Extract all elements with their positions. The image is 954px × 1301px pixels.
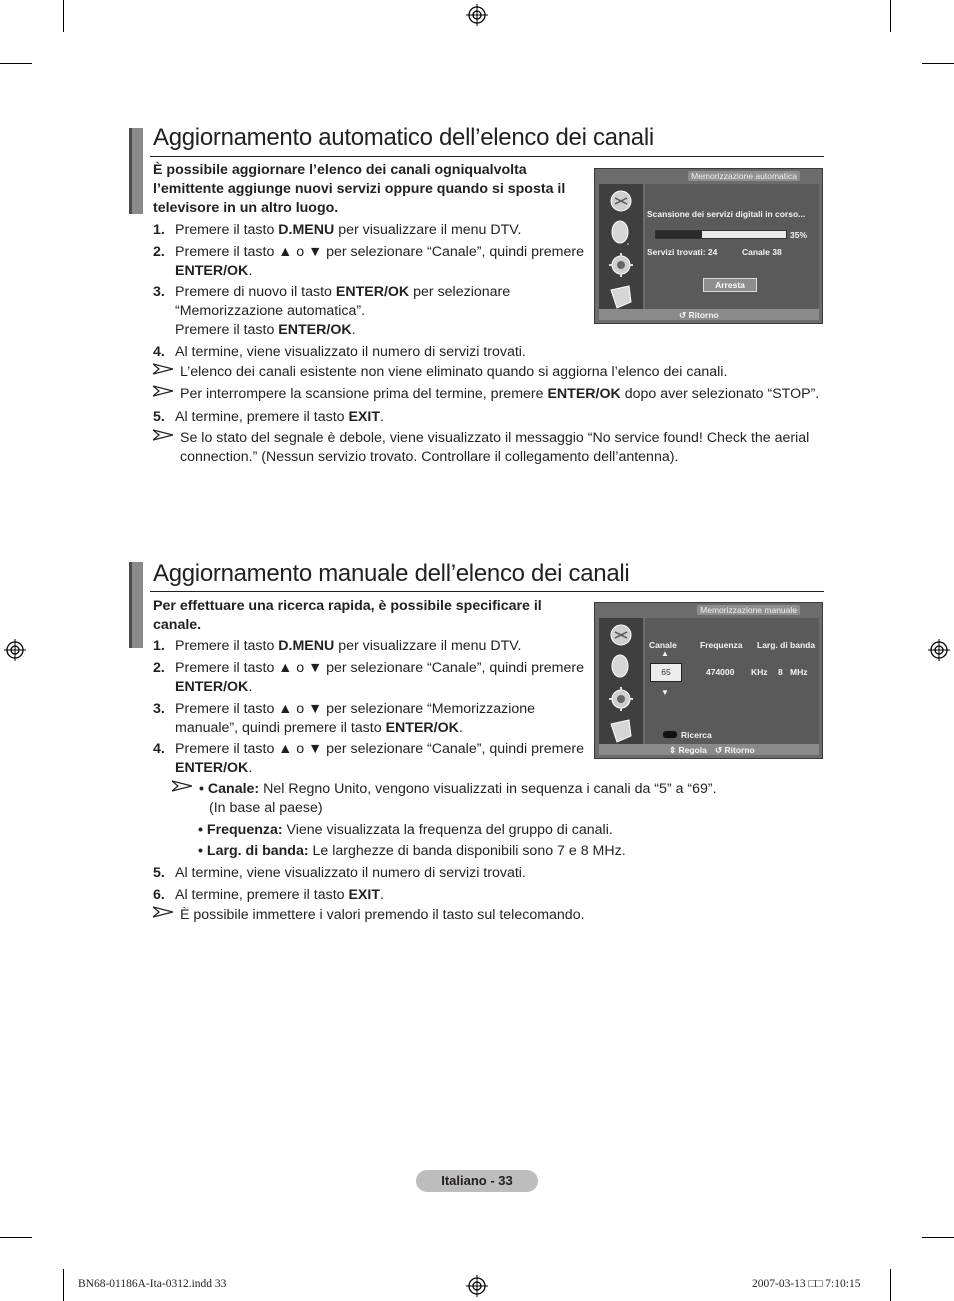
sound-menu-icon xyxy=(605,218,637,248)
setup-menu-icon xyxy=(605,282,637,312)
osd-footer xyxy=(599,309,819,320)
bullet-bandwidth: • Larg. di banda: Le larghezze di banda disponibili sono 7 e 8 MHz. xyxy=(198,843,626,859)
note-arrow-icon xyxy=(153,363,173,375)
registration-mark-icon xyxy=(928,639,950,661)
registration-mark-icon xyxy=(466,4,488,26)
channel-input[interactable]: 65 xyxy=(650,663,682,682)
osd-content: Canale Frequenza Larg. di banda ▲ 65 474000 KHz 8 MHz ▼ Ricerca xyxy=(645,618,819,748)
registration-mark-icon xyxy=(466,1275,488,1297)
section-intro: Per effettuare una ricerca rapida, è possibile specificare il canale. xyxy=(153,598,542,633)
sound-menu-icon xyxy=(605,652,637,682)
search-button[interactable]: Ricerca xyxy=(681,730,712,740)
date-slug: 2007-03-13 □□ 7:10:15 xyxy=(752,1278,861,1290)
section-intro: È possibile aggiornare l’elenco dei canali ogniqualvolta l’emittente aggiunge nuovi servizi oppure quando si sposta il televisore in un altro luogo. xyxy=(153,162,566,216)
title-rule xyxy=(150,156,824,157)
osd-manual-store xyxy=(594,602,823,759)
section-marker-bar xyxy=(129,562,143,648)
channel-menu-icon xyxy=(605,684,637,714)
note-arrow-icon xyxy=(153,385,173,397)
osd-content: Scansione dei servizi digitali in corso... 35% Servizi trovati: 24 Canale 38 Arresta xyxy=(645,184,819,313)
picture-menu-icon xyxy=(605,620,637,650)
note-arrow-icon xyxy=(153,906,173,918)
adjust-hint: ⇕ Regola xyxy=(669,745,707,755)
crop-mark xyxy=(0,1237,32,1238)
crop-mark xyxy=(63,0,64,32)
note-arrow-icon xyxy=(153,429,173,441)
up-arrow-icon[interactable]: ▲ xyxy=(661,649,669,658)
bullet-frequency: • Frequenza: Viene visualizzata la frequenza del gruppo di canali. xyxy=(198,822,613,838)
osd-sidebar xyxy=(599,184,643,313)
crop-mark xyxy=(922,1237,954,1238)
return-hint: ↺ Ritorno xyxy=(715,745,755,755)
crop-mark xyxy=(0,63,32,64)
note-arrow-icon xyxy=(172,780,192,792)
crop-mark xyxy=(890,1269,891,1301)
osd-title: Memorizzazione manuale xyxy=(697,605,800,615)
section-title: Aggiornamento manuale dell’elenco dei canali xyxy=(153,560,630,587)
crop-mark xyxy=(63,1269,64,1301)
picture-menu-icon xyxy=(605,186,637,216)
osd-footer xyxy=(599,744,819,755)
file-slug: BN68-01186A-Ita-0312.indd 33 xyxy=(78,1278,227,1290)
osd-auto-store xyxy=(594,168,823,324)
red-button-icon xyxy=(663,731,677,738)
section-marker-bar xyxy=(129,128,143,214)
title-rule xyxy=(150,591,824,592)
setup-menu-icon xyxy=(605,716,637,746)
registration-mark-icon xyxy=(4,639,26,661)
page-number-badge: Italiano - 33 xyxy=(416,1170,538,1192)
down-arrow-icon[interactable]: ▼ xyxy=(661,688,669,697)
osd-sidebar xyxy=(599,618,643,748)
frequency-value: 474000 xyxy=(706,667,735,677)
return-hint: ↺ Ritorno xyxy=(679,310,719,320)
progress-bar xyxy=(655,230,787,239)
crop-mark xyxy=(890,0,891,32)
channel-menu-icon xyxy=(605,250,637,280)
crop-mark xyxy=(922,63,954,64)
stop-button[interactable]: Arresta xyxy=(703,278,757,292)
progress-fill xyxy=(656,231,702,238)
section-title: Aggiornamento automatico dell’elenco dei canali xyxy=(153,124,654,151)
bandwidth-value[interactable]: 8 xyxy=(778,667,783,677)
osd-title: Memorizzazione automatica xyxy=(688,171,800,181)
